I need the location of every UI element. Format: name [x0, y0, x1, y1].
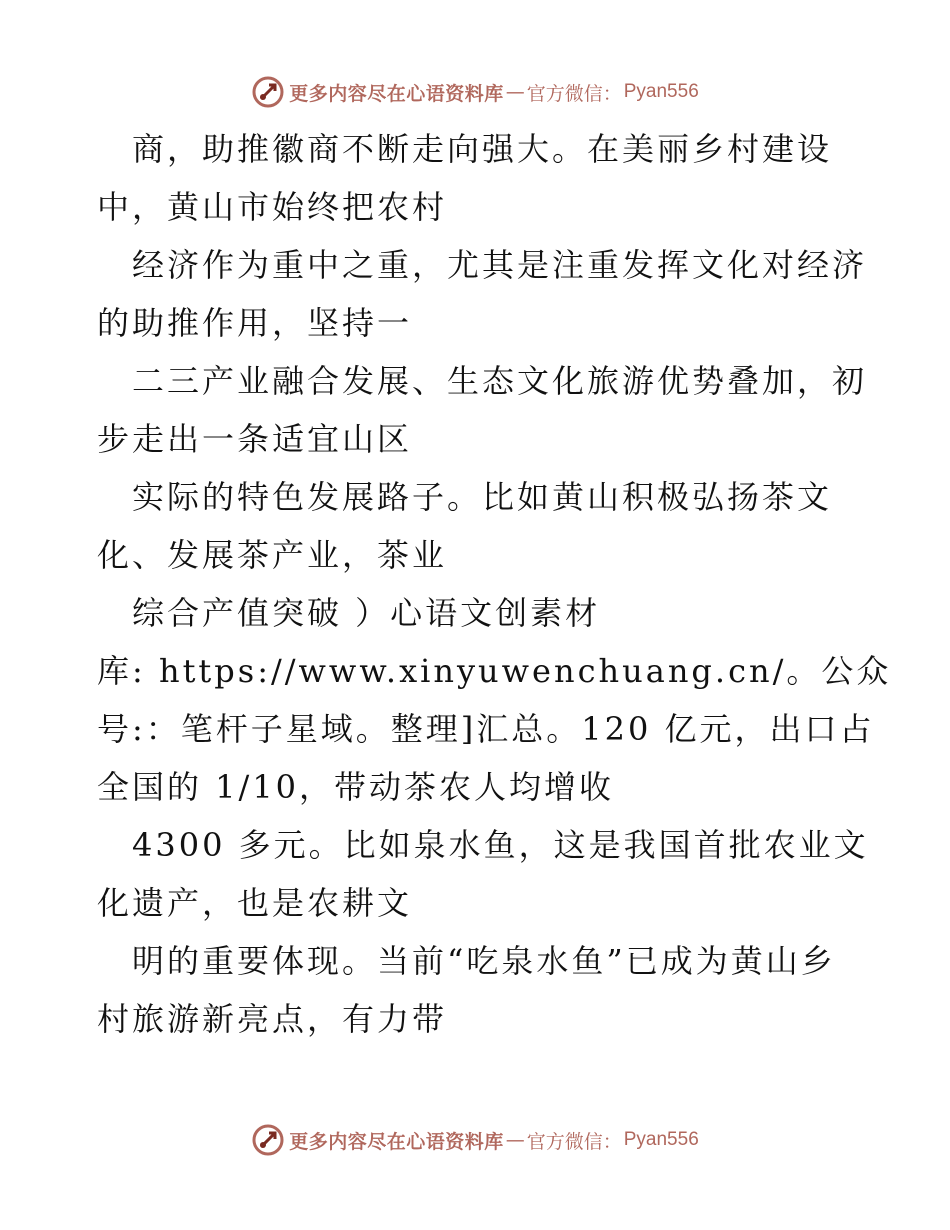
footer-banner — [0, 1120, 950, 1160]
banner-site-text: 更多内容尽在心语资料库 — [289, 1130, 504, 1153]
banner-wechat-label: 官方微信： — [526, 1130, 622, 1153]
body-line: 化、发展茶产业，茶业 — [97, 536, 448, 574]
body-line: 4300 多元。比如泉水鱼，这是我国首批农业文 — [97, 826, 869, 864]
body-line: 明的重要体现。当前“吃泉水鱼”已成为黄山乡 — [97, 942, 836, 980]
banner-wechat-label: 官方微信： — [526, 82, 622, 105]
banner-site-text: 更多内容尽在心语资料库 — [289, 82, 504, 105]
body-line: 中，黄山市始终把农村 — [97, 188, 448, 226]
body-line: 的助推作用，坚持一 — [97, 304, 413, 342]
banner-wechat-id: Pyan556 — [623, 81, 699, 102]
body-line: 库: https://www.xinyuwenchuang.cn/。公众 — [97, 652, 892, 690]
body-line: 经济作为重中之重，尤其是注重发挥文化对经济 — [97, 246, 868, 284]
header-banner — [0, 72, 950, 112]
body-line: 村旅游新亮点，有力带 — [97, 1000, 448, 1038]
body-line: 综合产值突破 ）心语文创素材 — [97, 594, 601, 632]
document-body — [97, 120, 892, 1048]
banner-separator: — — [505, 1129, 525, 1151]
body-line: 全国的 1/10，带动茶农人均增收 — [97, 768, 615, 806]
body-line: 实际的特色发展路子。比如黄山积极弘扬茶文 — [97, 478, 833, 516]
banner-separator: — — [505, 81, 525, 103]
body-line: 化遗产，也是农耕文 — [97, 884, 413, 922]
body-line: 二三产业融合发展、生态文化旅游优势叠加，初 — [97, 362, 868, 400]
quill-logo-icon — [251, 1123, 285, 1157]
body-line: 商，助推徽商不断走向强大。在美丽乡村建设 — [97, 130, 833, 168]
body-line: 号:：笔杆子星域。整理]汇总。120 亿元，出口占 — [97, 710, 875, 748]
banner-wechat-id: Pyan556 — [623, 1129, 699, 1150]
body-line: 步走出一条适宜山区 — [97, 420, 413, 458]
quill-logo-icon — [251, 75, 285, 109]
